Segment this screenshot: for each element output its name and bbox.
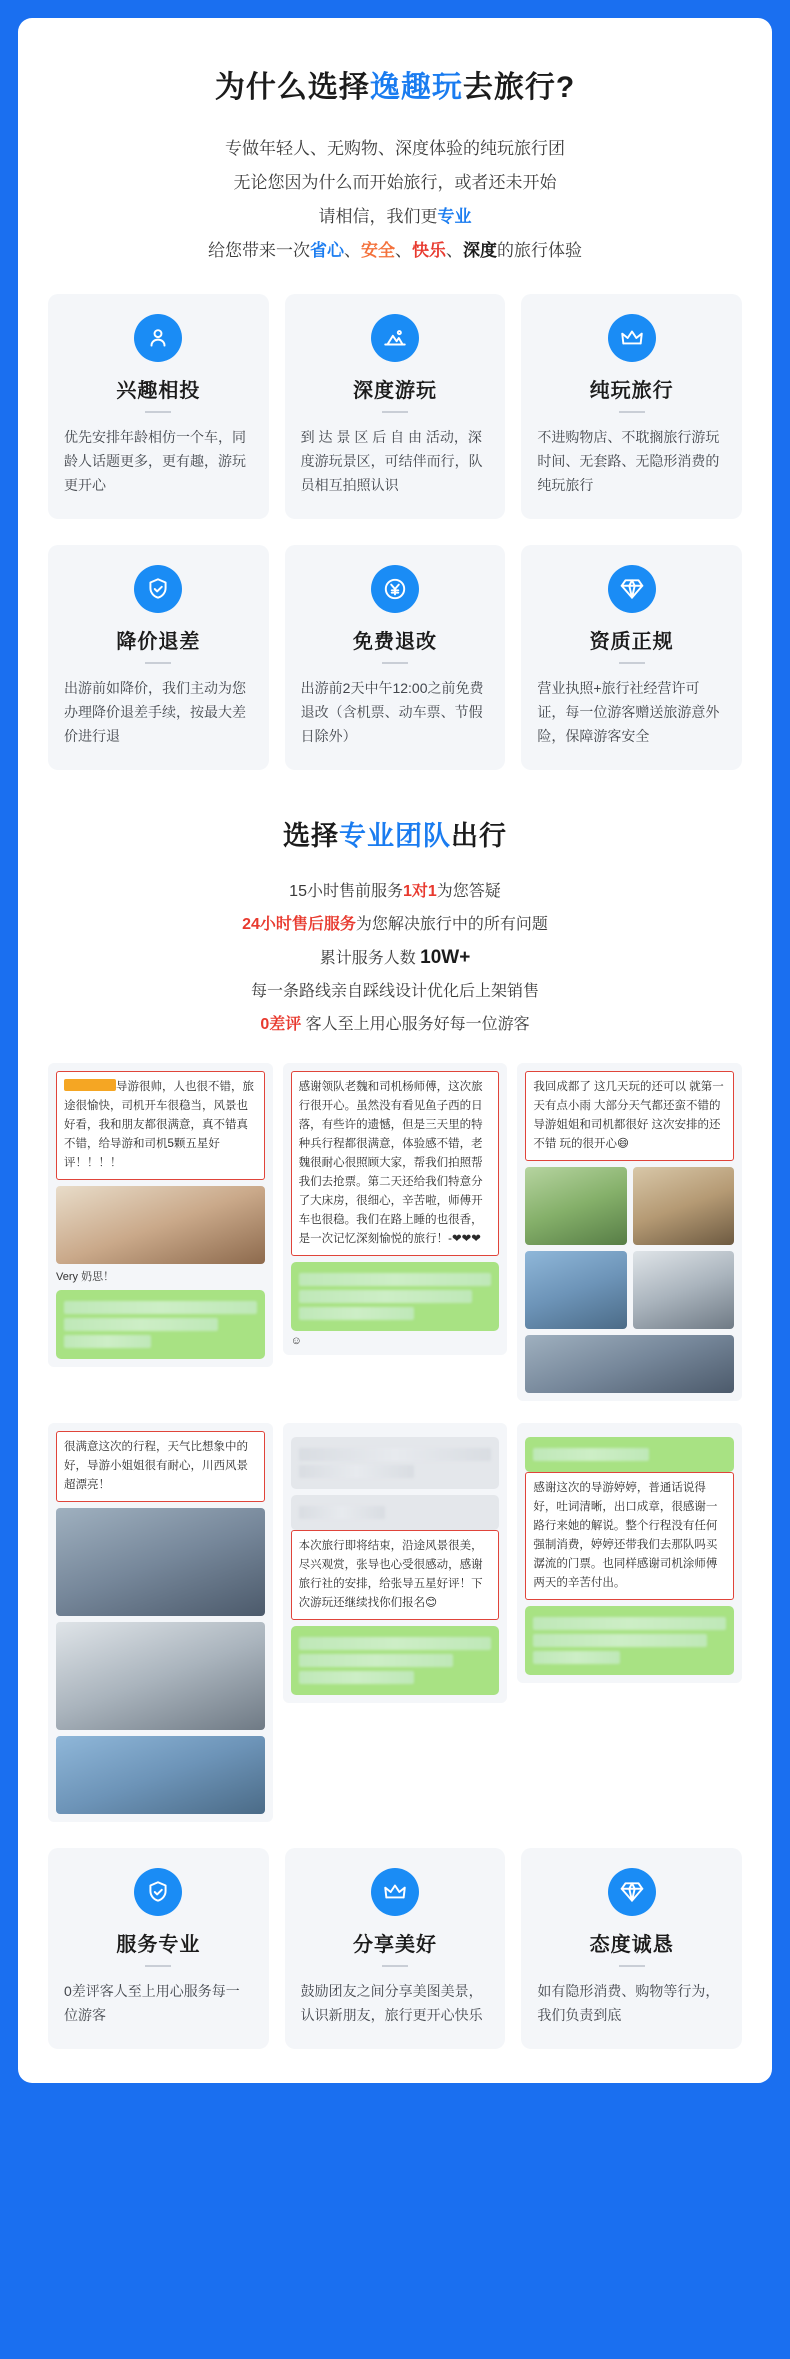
divider [619, 662, 645, 664]
divider [145, 662, 171, 664]
team-line-1-accent: 1对1 [402, 883, 437, 900]
review-photo [525, 1167, 626, 1245]
bottom-card-service [48, 1848, 269, 2049]
team-line-3 [48, 941, 742, 975]
review-gallery-top [48, 1063, 742, 1401]
chat-bubble [291, 1262, 500, 1331]
content-sheet [18, 18, 772, 2083]
bottom-card-row [48, 1848, 742, 2049]
divider [382, 662, 408, 664]
blurred-text-line [299, 1307, 415, 1320]
divider [382, 411, 408, 413]
review-text: 本次旅行即将结束，沿途风景很美，尽兴观赏，张导也心受很感动，感谢旅行社的安排，给张导五星好评！下次游玩还继续找你们报名😊 [291, 1530, 500, 1620]
team-line-2 [48, 908, 742, 941]
team-benefits [48, 875, 742, 1041]
team-line-3-accent: 10W+ [420, 947, 471, 968]
bottom-card-attitude [521, 1848, 742, 2049]
feature-card-row-1 [48, 294, 742, 519]
chat-bubble [291, 1626, 500, 1695]
hero-line-2: 无论您因为什么而开始旅行，或者还未开始 [233, 173, 557, 192]
review-column-1 [48, 1063, 273, 1401]
mountain-icon [371, 314, 419, 362]
feature-title: 降价退差 [116, 631, 201, 653]
bottom-card-share [285, 1848, 506, 2049]
team-line-1 [48, 875, 742, 908]
blurred-text-line [299, 1273, 492, 1286]
feature-title: 兴趣相投 [116, 380, 201, 402]
diamond-icon [608, 565, 656, 613]
team-line-3-pre: 累计服务人数 [319, 950, 421, 967]
review-photo [56, 1186, 265, 1264]
team-line-5-accent: 0差评 [260, 1016, 302, 1033]
feature-card-pure-travel [521, 294, 742, 519]
review-photo [525, 1251, 626, 1329]
review-photo [633, 1167, 734, 1245]
review-card [283, 1063, 508, 1355]
shield-check-icon [134, 565, 182, 613]
yen-circle-icon [371, 565, 419, 613]
team-line-2-post: 为您解决旅行中的所有问题 [355, 916, 548, 933]
page-title-post: 去旅行? [462, 71, 576, 104]
review-card [48, 1063, 273, 1367]
page-title [48, 62, 742, 106]
hero-line-4-pre: 给您带来一次 [208, 241, 310, 260]
feature-title: 纯玩旅行 [589, 380, 674, 402]
hero-line-1: 专做年轻人、无购物、深度体验的纯玩旅行团 [225, 139, 565, 158]
review-card [517, 1423, 742, 1683]
review-text: 我回成都了 这几天玩的还可以 就第一天有点小雨 大部分天气都还蛮不错的 导游姐姐和司机都很好 这次安排的还不错 玩的很开心😄 [525, 1071, 734, 1161]
chat-bubble [291, 1437, 500, 1489]
blurred-text-line [64, 1318, 218, 1331]
team-line-1-post: 为您答疑 [436, 883, 501, 900]
team-line-2-accent: 24小时售后服务 [242, 916, 356, 933]
page-title-pre: 为什么选择 [214, 71, 370, 104]
feature-desc: 出游前如降价，我们主动为您办理降价退差手续，按最大差价进行退 [64, 680, 246, 744]
review-card [283, 1423, 508, 1703]
hero-line-4-a: 省心 [310, 241, 344, 260]
crown-icon [371, 1868, 419, 1916]
feature-card-row-2 [48, 545, 742, 770]
chat-bubble [56, 1290, 265, 1359]
feature-card-price-refund [48, 545, 269, 770]
bottom-card-desc: 0差评客人至上用心服务每一位游客 [64, 1983, 240, 2023]
hero-line-3-pre: 请相信，我们更 [318, 207, 438, 226]
team-line-5 [48, 1008, 742, 1041]
hero-line-4-post: 的旅行体验 [497, 241, 582, 260]
review-photo [56, 1736, 265, 1814]
hero-line-3-accent: 专业 [437, 207, 472, 226]
review-photo [525, 1335, 734, 1393]
feature-title: 深度游玩 [353, 380, 437, 402]
divider [382, 1965, 408, 1967]
review-column-5 [283, 1423, 508, 1822]
page-title-brand: 逸趣玩 [369, 71, 463, 104]
hero-line-4-b: 安全 [361, 241, 395, 260]
feature-card-interest [48, 294, 269, 519]
review-text: 很满意这次的行程，天气比想象中的好，导游小姐姐很有耐心，川西风景超漂亮！ [56, 1431, 265, 1502]
review-column-6 [517, 1423, 742, 1822]
hero-subtitle [48, 132, 742, 268]
feature-card-qualification [521, 545, 742, 770]
feature-desc: 营业执照+旅行社经营许可证，每一位游客赠送旅游意外险，保障游客安全 [537, 680, 720, 744]
review-photo [56, 1508, 265, 1616]
review-photo-row [525, 1167, 734, 1245]
divider [619, 1965, 645, 1967]
feature-desc: 到 达 景 区 后 自 由 活动，深度游玩景区，可结伴而行，队员相互拍照认识 [300, 429, 483, 493]
blurred-text-line [533, 1617, 726, 1630]
divider [145, 1965, 171, 1967]
review-photo-row [525, 1251, 734, 1329]
blurred-text-line [299, 1465, 415, 1478]
blurred-text-line [299, 1448, 492, 1461]
blurred-text-line [533, 1448, 649, 1461]
team-title-post: 出行 [451, 821, 507, 851]
review-text [56, 1071, 265, 1180]
review-column-4 [48, 1423, 273, 1822]
people-circle-icon [134, 314, 182, 362]
emoji-icon: ☺ [290, 1335, 302, 1347]
blurred-text-line [299, 1290, 472, 1303]
diamond-icon [608, 1868, 656, 1916]
blurred-text-line [533, 1634, 706, 1647]
divider [619, 411, 645, 413]
review-gallery-bottom [48, 1423, 742, 1822]
bottom-card-title: 分享美好 [353, 1934, 437, 1956]
review-card [48, 1423, 273, 1822]
chat-bubble [525, 1437, 734, 1472]
review-photo [56, 1622, 265, 1730]
team-line-1-pre: 15小时售前服务 [289, 883, 403, 900]
review-text: 感谢这次的导游婷婷，普通话说得好，吐词清晰，出口成章，很感谢一路行来她的解说。整个行程没有任何强制消费，婷婷还带我们去那队吗买潺流的门票。也同样感谢司机涂师傅两天的辛苦付出。 [525, 1472, 734, 1600]
shield-check-icon [134, 1868, 182, 1916]
feature-desc: 优先安排年龄相仿一个车，同龄人话题更多，更有趣，游玩更开心 [64, 429, 246, 493]
hero-line-4-c: 快乐 [412, 241, 446, 260]
bottom-card-desc: 如有隐形消费、购物等行为，我们负责到底 [537, 1983, 720, 2023]
chat-bubble [525, 1606, 734, 1675]
hero-line-4: 给您带来一次省心、安全、快乐、深度的旅行体验 [208, 241, 582, 260]
chat-bubble [291, 1495, 500, 1530]
crown-icon [608, 314, 656, 362]
blurred-text-line [64, 1301, 257, 1314]
redaction-bar [64, 1079, 116, 1091]
team-title-pre: 选择 [283, 821, 339, 851]
review-column-3 [517, 1063, 742, 1401]
feature-card-deep-play [285, 294, 506, 519]
blurred-text-line [299, 1671, 415, 1684]
bottom-card-title: 服务专业 [116, 1934, 201, 1956]
feature-desc: 不进购物店、不耽搁旅行游玩时间、无套路、无隐形消费的纯玩旅行 [537, 429, 720, 493]
review-caption: Very 奶思！ [56, 1271, 115, 1283]
hero-line-3 [48, 200, 742, 234]
review-column-2 [283, 1063, 508, 1401]
blurred-text-line [533, 1651, 620, 1664]
blurred-text-line [299, 1506, 386, 1519]
review-card [517, 1063, 742, 1401]
feature-desc: 出游前2天中午12:00之前免费退改（含机票、动车票、节假日除外） [300, 680, 484, 744]
team-line-4: 每一条路线亲自踩线设计优化后上架销售 [250, 983, 539, 1000]
feature-title: 免费退改 [353, 631, 437, 653]
blurred-text-line [64, 1335, 151, 1348]
feature-card-free-change [285, 545, 506, 770]
blurred-text-line [299, 1637, 492, 1650]
feature-title: 资质正规 [589, 631, 674, 653]
review-text: 感谢领队老魏和司机杨师傅，这次旅行很开心。虽然没有看见鱼子西的日落，有些许的遗憾，但是三天里的特种兵行程都很满意，体验感不错，老魏很耐心很照顾大家，帮我们拍照帮我们去抢票。第二天还给我们特意分了大床房，很细心，辛苦啦，师傅开车也很稳。我们在路上睡的也很香，是一次记忆深刻愉悦的旅行！-❤❤❤ [291, 1071, 500, 1256]
team-title [48, 814, 742, 853]
review-photo [633, 1251, 734, 1329]
review-body: 导游很帅，人也很不错，旅途很愉快，司机开车很稳当，风景也好看，我和朋友都很满意，真不错真不错，给导游和司机5颗五星好评！！！！ [64, 1081, 254, 1169]
team-line-5-post: 客人至上用心服务好每一位游客 [301, 1016, 530, 1033]
bottom-card-desc: 鼓励团友之间分享美图美景，认识新朋友，旅行更开心快乐 [300, 1983, 483, 2023]
blurred-text-line [299, 1654, 453, 1667]
hero-line-4-d: 深度 [463, 241, 497, 260]
team-title-brand: 专业团队 [339, 821, 451, 851]
bottom-card-title: 态度诚恳 [589, 1934, 674, 1956]
divider [145, 411, 171, 413]
